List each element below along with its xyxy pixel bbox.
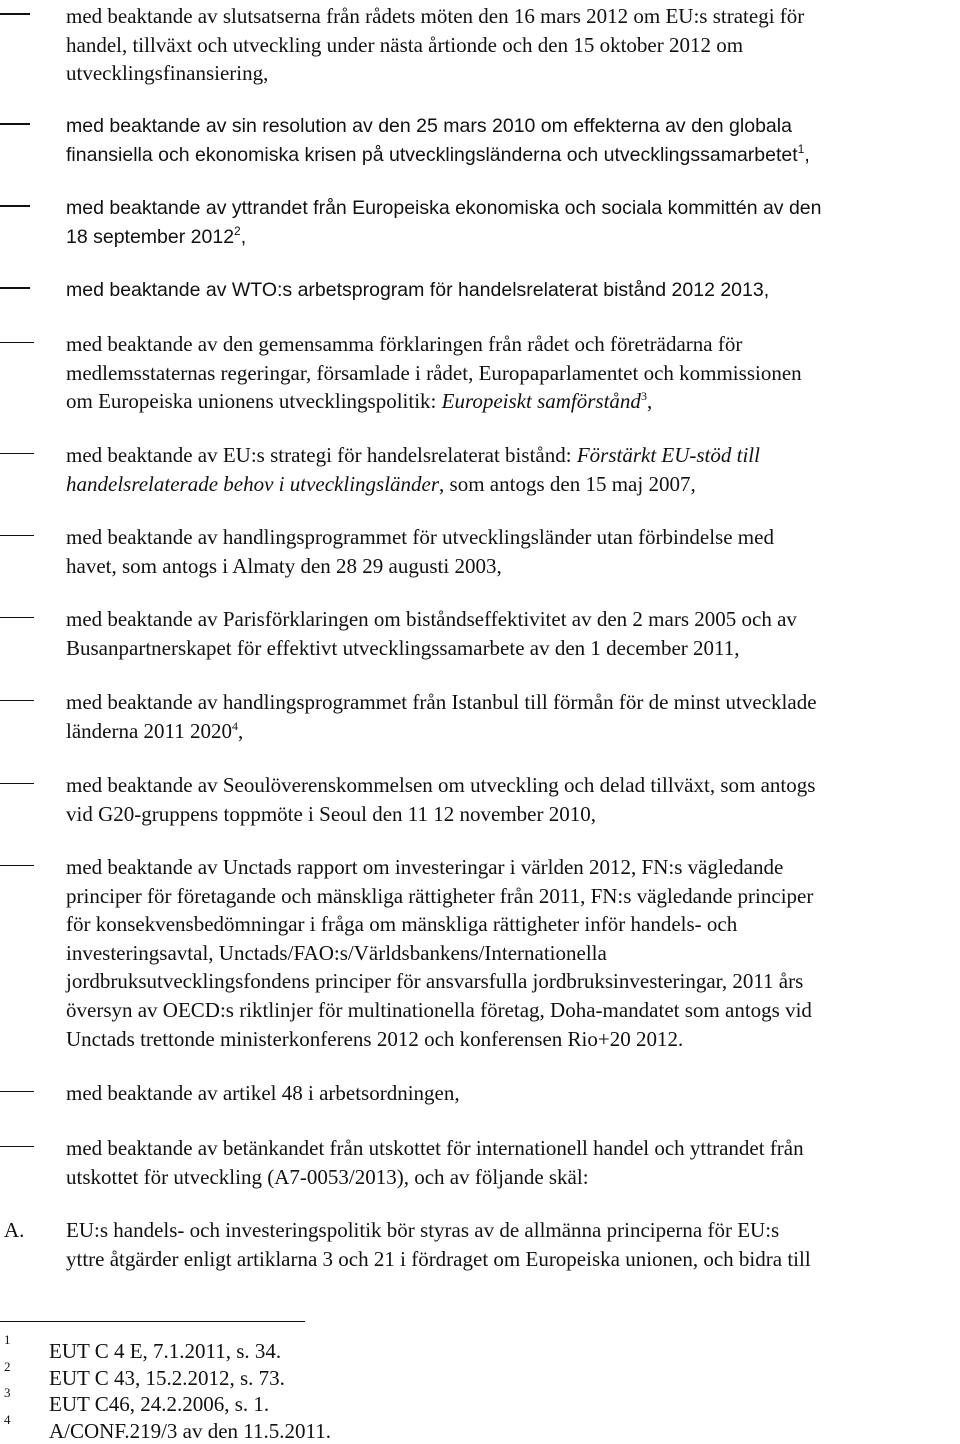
- dash-bullet: [0, 342, 34, 343]
- dash-bullet: [0, 453, 34, 454]
- recital-line: 18 september 2012: [66, 225, 235, 248]
- dash-bullet: [0, 287, 30, 289]
- recital-line: med beaktande av den gemensamma förklaringen från rådet och företrädarna för: [66, 332, 743, 356]
- recital-line: med beaktande av Parisförklaringen om biståndseffektivitet av den 2 mars 2005 och av: [66, 607, 797, 631]
- recital-line: havet, som antogs i Almaty den 28 29 augusti 2003,: [66, 553, 502, 578]
- recital-line: Unctads trettonde ministerkonferens 2012 och konferensen Rio+20 2012.: [66, 1026, 684, 1051]
- footnote-ref: 1: [797, 141, 805, 156]
- recital-line: med beaktande av handlingsprogrammet från Istanbul till förmån för de minst utvecklade: [66, 690, 817, 714]
- recital-marker: A.: [4, 1218, 25, 1242]
- recital-line: med beaktande av yttrandet från Europeiska ekonomiska och sociala kommittén av den: [66, 197, 822, 219]
- italic-title: handelsrelaterade behov i utvecklingsländer: [66, 471, 440, 496]
- dash-bullet: [0, 123, 30, 125]
- footnote-separator: [0, 1321, 305, 1322]
- dash-bullet: [0, 865, 34, 866]
- dash-bullet: [0, 617, 34, 618]
- recital-line: med beaktande av handlingsprogrammet för utvecklingsländer utan förbindelse med: [66, 525, 774, 549]
- recital: [0, 771, 960, 829]
- dash-bullet: [0, 13, 30, 15]
- recital-line: vid G20-gruppens toppmöte i Seoul den 11 12 november 2010,: [66, 801, 596, 826]
- recital-line: EU:s handels- och investeringspolitik bör styras av de allmänna principerna för EU:s: [66, 1218, 780, 1242]
- recital-line: med beaktande av Seoulöverenskommelsen om utveckling och delad tillväxt, som antogs: [66, 773, 816, 797]
- recital-line: med beaktande av WTO:s arbetsprogram för handelsrelaterat bistånd 2012 2013,: [66, 279, 770, 301]
- recital: med beaktande av handlingsprogrammet från Istanbul till förmån för de minst utvecklade länderna 2011 2020$^4$,: [0, 688, 960, 746]
- recital-line: medlemsstaternas regeringar, församlade i rådet, Europaparlamentet och kommissionen: [66, 360, 802, 385]
- recital-line: med beaktande av betänkandet från utskottet för internationell handel och yttrandet från: [66, 1136, 804, 1160]
- recital-line: Busanpartnerskapet för effektivt utvecklingssamarbete av den 1 december 2011,: [66, 635, 740, 660]
- recital-line: översyn av OECD:s riktlinjer för multinationella företag, Doha-mandatet som antogs vid: [66, 997, 812, 1022]
- footnote-number: 1: [4, 1332, 11, 1347]
- recital-line: investeringsavtal, Unctads/FAO:s/Världsbankens/Internationella: [66, 940, 607, 965]
- footnote-ref: 2: [234, 223, 241, 238]
- footnote-text: EUT C 4 E, 7.1.2011, s. 34.: [49, 1339, 282, 1363]
- recital-line: med beaktande av artikel 48 i arbetsordningen,: [66, 1081, 460, 1105]
- recital-line: utvecklingsfinansiering,: [66, 61, 269, 86]
- italic-title: Europeiskt samförstånd: [441, 389, 641, 414]
- recital: [0, 1079, 960, 1109]
- recital: [0, 2, 960, 88]
- italic-title: Förstärkt EU-stöd till: [576, 443, 760, 467]
- recital: [0, 1134, 960, 1192]
- dash-bullet: [0, 1146, 34, 1147]
- dash-bullet: [0, 535, 34, 536]
- footnote-ref: 3: [640, 389, 647, 404]
- recital-line: utskottet för utveckling (A7-0053/2013), och av följande skäl:: [66, 1164, 589, 1189]
- footnote-number: 4: [4, 1412, 11, 1427]
- footnote-text: A/CONF.219/3 av den 11.5.2011.: [49, 1419, 332, 1443]
- dash-bullet: [0, 1091, 34, 1092]
- dash-bullet: [0, 783, 34, 784]
- recital-line: principer för företagande och mänskliga rättigheter från 2011, FN:s vägledande principer: [66, 883, 814, 908]
- recital-line: , som antogs den 15 maj 2007,: [439, 471, 696, 496]
- footnote-number: 3: [4, 1385, 11, 1400]
- recital: [0, 605, 960, 663]
- recital: [0, 853, 960, 1055]
- dash-bullet: [0, 700, 34, 701]
- recital-line: handel, tillväxt och utveckling under nästa årtionde och den 15 oktober 2012 om: [66, 32, 744, 57]
- recital-line: om Europeiska unionens utvecklingspolitik:: [66, 389, 437, 414]
- recital-lettered: [0, 1216, 960, 1274]
- recital-line: länderna 2011 2020: [66, 718, 233, 743]
- recital: [0, 276, 960, 306]
- recital: med beaktande av sin resolution av den 25 mars 2010 om effekterna av den globala finansiella och ekonomiska krisen på utvecklingsländerna och utvecklingssamarbetet$^1$,: [0, 112, 960, 170]
- recital-line: med beaktande av EU:s strategi för handelsrelaterat bistånd:: [66, 443, 572, 467]
- recital: [0, 523, 960, 581]
- recital-line: med beaktande av slutsatserna från rådets möten den 16 mars 2012 om EU:s strategi för: [66, 4, 805, 28]
- recital: med beaktande av den gemensamma förklaringen från rådet och företrädarna för medlemsstaternas regeringar, församlade i rådet, Europaparlamentet och kommissionen om Europeiska unionens utvecklingspolitik: Europeiskt samförstånd$^3$,: [0, 330, 960, 416]
- recital: [0, 441, 960, 499]
- recital-line: för konsekvensbedömningar i fråga om mänskliga rättigheter inför handels- och: [66, 912, 738, 937]
- recital: med beaktande av yttrandet från Europeiska ekonomiska och sociala kommittén av den 18 september 2012$^2$,: [0, 194, 960, 252]
- footnote-text: EUT C46, 24.2.2006, s. 1.: [49, 1392, 270, 1416]
- recital-line: yttre åtgärder enligt artiklarna 3 och 21 i fördraget om Europeiska unionen, och bidra till: [66, 1246, 811, 1271]
- recital-line: med beaktande av Unctads rapport om investeringar i världen 2012, FN:s vägledande: [66, 855, 784, 879]
- recital-line: med beaktande av sin resolution av den 25 mars 2010 om effekterna av den globala: [66, 115, 792, 137]
- footnote-number: 2: [4, 1359, 11, 1374]
- recital-line: finansiella och ekonomiska krisen på utvecklingsländerna och utvecklingssamarbetet: [66, 143, 798, 166]
- dash-bullet: [0, 205, 30, 207]
- recital-line: jordbruksutvecklingsfondens principer för ansvarsfulla jordbruksinvesteringar, 2011 års: [66, 969, 804, 994]
- footnote-ref: 4: [232, 718, 239, 733]
- footnote-text: EUT C 43, 15.2.2012, s. 73.: [49, 1366, 285, 1390]
